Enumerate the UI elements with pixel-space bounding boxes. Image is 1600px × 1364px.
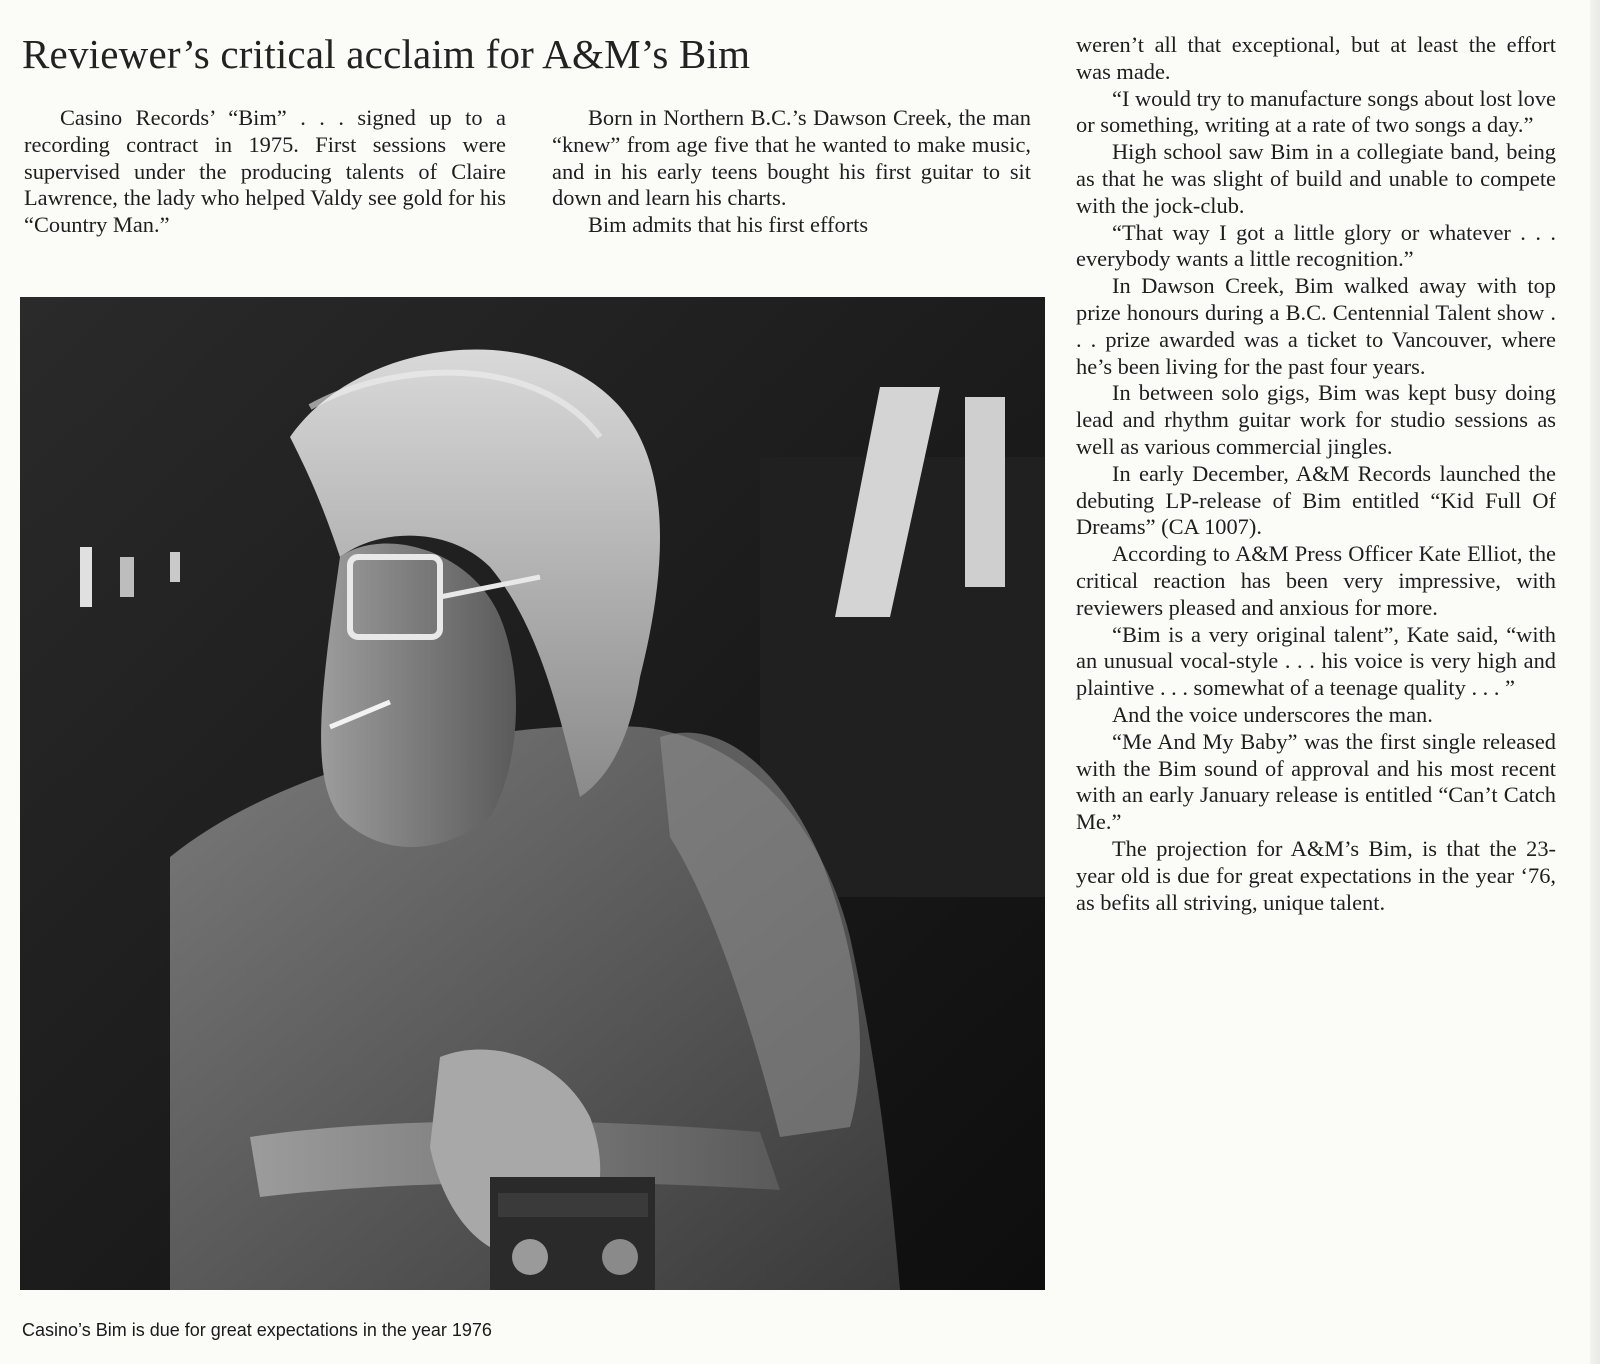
paragraph: Bim admits that his first efforts xyxy=(588,212,869,238)
article-column-1 xyxy=(24,105,506,239)
paragraph: Casino Records’ “Bim” . . . signed up to a recording contract in 1975. First sessions were supervised under the producing talents of Claire Lawrence, the lady who helped Valdy see gold for his “Country Man.” xyxy=(24,105,506,238)
article-column-3 xyxy=(1076,32,1556,916)
paragraph: And the voice underscores the man. xyxy=(1112,701,1433,727)
paragraph: The projection for A&M’s Bim, is that the 23-year old is due for great expectations in the year ‘76, as befits all striving, unique talent. xyxy=(1076,835,1556,915)
paragraph: “Me And My Baby” was the first single released with the Bim sound of approval and his most recent with an early January release is entitled “Can’t Catch Me.” xyxy=(1076,728,1556,835)
paragraph: “I would try to manufacture songs about lost love or something, writing at a rate of two songs a day.” xyxy=(1076,85,1556,138)
paragraph: In between solo gigs, Bim was kept busy doing lead and rhythm guitar work for studio sessions as well as various commercial jingles. xyxy=(1076,380,1556,459)
page-edge xyxy=(1590,0,1600,1364)
photo-caption: Casino’s Bim is due for great expectations in the year 1976 xyxy=(22,1320,492,1340)
paragraph: Born in Northern B.C.’s Dawson Creek, the man “knew” from age five that he wanted to make music, and in his early teens bought his first guitar to sit down and learn his charts. xyxy=(552,105,1031,211)
paragraph: “Bim is a very original talent”, Kate said, “with an unusual vocal-style . . . his voice is very high and plaintive . . . somewhat of a teenage quality . . . ” xyxy=(1076,621,1556,701)
article-column-2 xyxy=(552,105,1031,239)
article-photo xyxy=(20,297,1045,1290)
paragraph: High school saw Bim in a collegiate band, being as that he was slight of build and unable to compete with the jock-club. xyxy=(1076,139,1556,218)
paragraph: According to A&M Press Officer Kate Elliot, the critical reaction has been very impressive, with reviewers pleased and anxious for more. xyxy=(1076,541,1556,620)
headline: Reviewer’s critical acclaim for A&M’s Bim xyxy=(22,31,751,77)
photo-illustration xyxy=(20,297,1045,1290)
paragraph: In Dawson Creek, Bim walked away with top prize honours during a B.C. Centennial Talent show . . . prize awarded was a ticket to Vancouver, where he’s been living for the past four years. xyxy=(1076,273,1556,379)
paragraph: In early December, A&M Records launched the debuting LP-release of Bim entitled “Kid Full Of Dreams” (CA 1007). xyxy=(1076,460,1556,540)
paragraph-continued: weren’t all that exceptional, but at least the effort was made. xyxy=(1076,32,1556,84)
paragraph: “That way I got a little glory or whatever . . . everybody wants a little recognition.” xyxy=(1076,219,1556,272)
